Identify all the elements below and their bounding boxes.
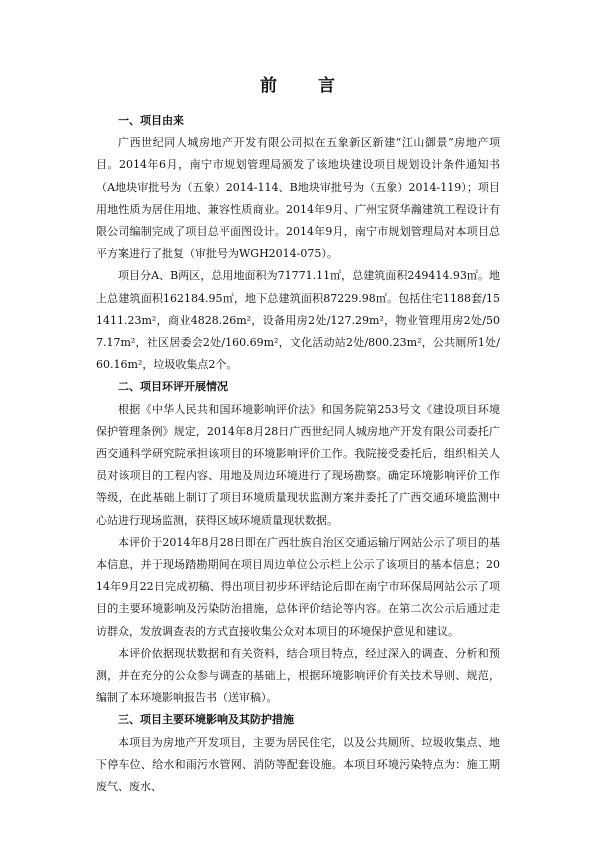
page-title: 前 言 <box>260 76 347 96</box>
section-eia-progress <box>96 376 500 709</box>
section-heading: 一、项目由来 <box>118 114 184 127</box>
paragraph: 本项目为房地产开发项目，主要为居民住宅，以及公共厕所、垃圾收集点、地下停车位、给水和雨污水管网、消防等配套设施。本项目环境污染特点为：施工期废气、废水、 <box>96 735 500 794</box>
section-project-origin <box>96 110 500 376</box>
section-heading: 三、项目主要环境影响及其防护措施 <box>118 713 294 727</box>
section-heading: 二、项目环评开展情况 <box>118 380 228 394</box>
paragraph: 项目分A、B两区，总用地面积为71771.11㎡，总建筑面积249414.93㎡。地上总建筑面积162184.95㎡，地下总建筑面积87229.98㎡。包括住宅1188套/151411.23m²，商业4828.26m²，设备用房2处/127.29m²，物业管理用房2处/507.17m²，社区居委会2处/160.69m²，文化活动站2处/800.23m²，公共厕所1处/60.16m²，垃圾收集点2个。 <box>96 269 500 372</box>
paragraph: 本评价依据现状数据和有关资料，结合项目特点，经过深入的调查、分析和预测，并在充分的公众参与调查的基础上，根据环境影响评价有关技术导则、规范，编制了本环境影响报告书（送审稿）。 <box>96 646 500 705</box>
paragraph: 本评价于2014年8月28日即在广西壮族自治区交通运输厅网站公示了项目的基本信息，并于现场踏勘期间在项目周边单位公示栏上公示了该项目的基本信息；2014年9月22日完成初稿、得出项目初步环评结论后即在南宁市环保局网站公示了项目的主要环境影响及污染防治措施，总体评价结论等内容。在第二次公示后通过走访群众，发放调查表的方式直接收集公众对本项目的环境保护意见和建议。 <box>96 535 500 638</box>
paragraph: 根据《中华人民共和国环境影响评价法》和国务院第253号文《建设项目环境保护管理条例》规定，2014年8月28日广西世纪同人城房地产开发有限公司委托广西交通科学研究院承担该项目的环境影响评价工作。我院接受委托后，组织相关人员对该项目的工程内容、用地及周边环境进行了现场勘察。确定环境影响评价工作等级，在此基础上制订了项目环境质量现状监测方案并委托了广西交通环境监测中心站进行现场监测，获得区域环境质量现状数据。 <box>96 402 500 527</box>
document-body <box>96 110 500 798</box>
section-impacts-measures <box>96 709 500 798</box>
paragraph: 广西世纪同人城房地产开发有限公司拟在五象新区新建“江山御景”房地产项目。2014年6月，南宁市规划管理局颁发了该地块建设项目规划设计条件通知书（A地块审批号为（五象）2014-114、B地块审批号为（五象）2014-119）；项目用地性质为居住用地、兼容性质商业。2014年9月、广州宝贤华瀚建筑工程设计有限公司编制完成了项目总平面图设计。2014年9月，南宁市规划管理局对本项目总平方案进行了批复（审批号为WGH2014-075）。 <box>96 136 500 261</box>
